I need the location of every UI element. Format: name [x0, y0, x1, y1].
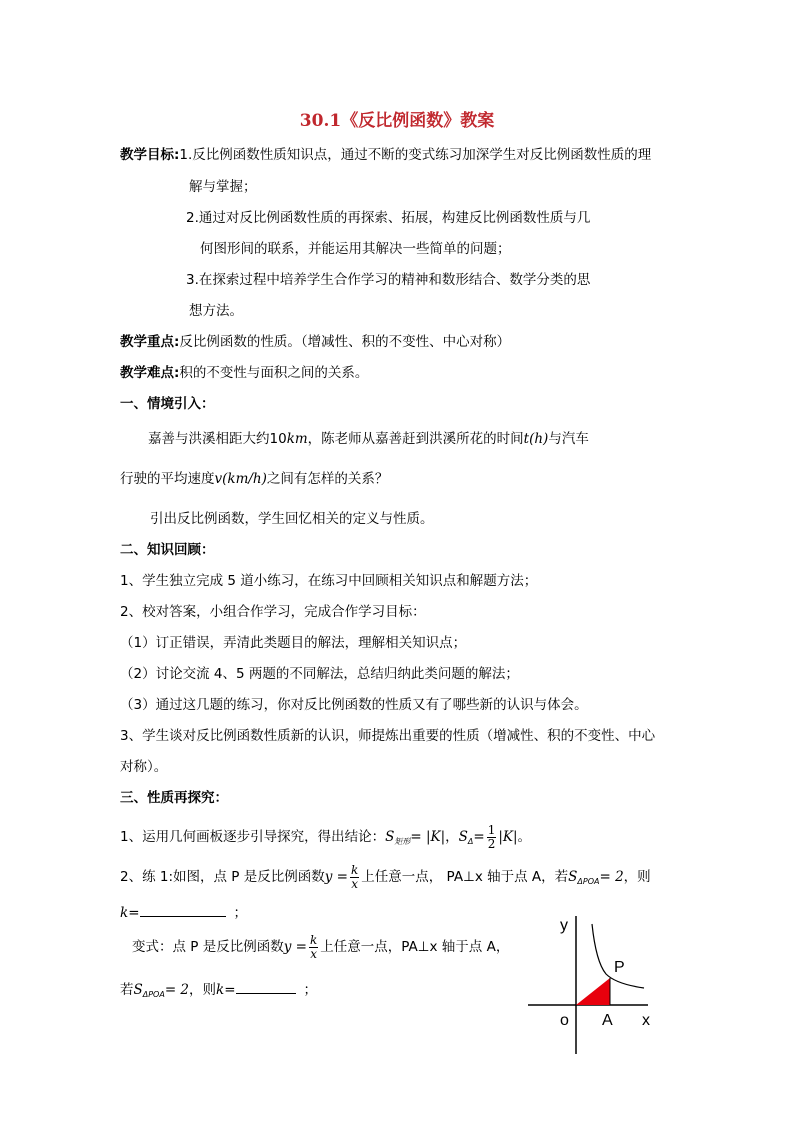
variant-function-lhs: y = [283, 939, 307, 955]
difficulty [120, 363, 368, 383]
sec1-para-2 [120, 469, 388, 489]
triangle-subscript: Δ [467, 837, 474, 846]
goals-line-1 [120, 145, 651, 165]
rect-area-formula: = |K| [410, 829, 446, 845]
area-value: = 2 [599, 869, 624, 885]
point-a-label: A [602, 1012, 613, 1029]
goal-1-text: 1.反比例函数性质知识点，通过不断的变式练习加深学生对反比例函数性质的理 [179, 147, 652, 163]
sec2-sub-2: （2）讨论交流 4、5 两题的不同解法，总结归纳此类问题的解法； [120, 666, 519, 682]
exercise-1 [120, 860, 651, 894]
variant-text-a: 变式：点 P 是反比例函数 [132, 939, 284, 955]
page-title: 30.1《反比例函数》教案 [299, 111, 495, 131]
poa-subscript: ΔPOA [577, 877, 600, 886]
sec1-p2-text-a: 行驶的平均速度 [120, 471, 215, 487]
variant-fraction [309, 934, 318, 961]
goals-label: 教学目标: [120, 147, 180, 163]
area-symbol-4: S [133, 982, 143, 998]
section-3-heading: 三、性质再探究： [120, 790, 228, 806]
variant-k-equals: = [224, 982, 236, 998]
sec3-p1-text: 1、运用几何画板逐步引导探究，得出结论： [120, 829, 386, 845]
k-equals: = [128, 905, 140, 921]
difficulty-label: 教学难点: [120, 365, 180, 381]
area-symbol-2: S [458, 829, 468, 845]
sentence-end: 。 [517, 829, 532, 845]
time-variable: t(h) [523, 431, 549, 447]
key-points [120, 332, 510, 352]
k-variable: k [120, 905, 129, 921]
speed-variable: v(km/h) [214, 471, 267, 487]
sec2-item-1: 1、学生独立完成 5 道小练习，在练习中回顾相关知识点和解题方法； [120, 573, 538, 589]
area-symbol-3: S [568, 869, 578, 885]
goal-3-cont: 想方法。 [189, 303, 243, 319]
rect-subscript: 矩形 [394, 837, 411, 846]
sec1-p1-text-b: ，陈老师从嘉善赶到洪溪所花的时间 [307, 431, 524, 447]
answer-end-2: ； [303, 982, 318, 998]
point-p-label: P [614, 959, 625, 976]
sec2-item-2: 2、校对答案，小组合作学习，完成合作学习目标： [120, 604, 426, 620]
y-axis-label: y [560, 917, 568, 934]
goal-3-text: 3.在探索过程中培养学生合作学习的精神和数形结合、数学分类的思 [186, 272, 591, 288]
area-symbol: S [385, 829, 395, 845]
variant-if: 若 [120, 982, 134, 998]
answer-end-1: ； [233, 905, 247, 921]
triangle-poa [576, 978, 610, 1005]
x-denominator: x [351, 876, 359, 891]
sec2-sub-3: （3）通过这几题的练习，你对反比例函数的性质又有了哪些新的认识与体会。 [120, 697, 588, 713]
section-1-heading: 一、情境引入： [120, 396, 215, 412]
variant-area-value: = 2 [164, 982, 190, 998]
hyperbola-curve [592, 924, 644, 988]
sec1-p2-text-b: 之间有怎样的关系？ [266, 471, 389, 487]
sec1-para-1 [148, 429, 589, 449]
fraction-denominator: 2 [487, 836, 496, 851]
variant-k-numerator: k [309, 932, 318, 947]
sec3-conclusion [120, 822, 531, 852]
variant-k-variable: k [216, 982, 225, 998]
x-axis-label: x [642, 1012, 650, 1029]
exercise-1-answer [120, 903, 247, 923]
k-numerator: k [350, 862, 359, 877]
difficulty-text: 积的不变性与面积之间的关系。 [179, 365, 369, 381]
sec1-p1-text-c: 与汽车 [548, 431, 589, 447]
answer-blank-2[interactable] [236, 981, 296, 994]
variant-answer [120, 980, 317, 1005]
k-over-x-fraction [350, 864, 359, 891]
sec1-para-3: 引出反比例函数，学生回忆相关的定义与性质。 [150, 511, 434, 527]
sec2-item-3: 3、学生谈对反比例函数性质新的认识，师提炼出重要的性质（增减性、积的不变性、中心 [120, 728, 656, 744]
origin-label: o [560, 1012, 569, 1029]
fraction-numerator: 1 [487, 822, 496, 837]
sec2-sub-1: （1）订正错误，弄清此类题目的解法，理解相关知识点； [120, 635, 467, 651]
variant-exercise [132, 930, 509, 964]
abs-k: |K| [498, 829, 518, 845]
distance-value: 10 [269, 431, 287, 447]
variant-poa-subscript: ΔPOA [142, 990, 165, 999]
goal-2-cont: 何图形间的联系，并能运用其解决一些简单的问题； [200, 241, 511, 257]
hyperbola-figure [520, 912, 670, 1062]
goal-2-text: 2.通过对反比例函数性质的再探索、拓展，构建反比例函数性质与几 [186, 210, 591, 226]
formula-separator: ， [445, 829, 459, 845]
distance-unit: km [286, 431, 308, 447]
half-fraction [487, 824, 497, 851]
exercise-1-text-a: 2、练 1:如图，点 P 是反比例函数 [120, 869, 325, 885]
key-label: 教学重点: [120, 334, 180, 350]
variant-text-b: 上任意一点，PA⊥x 轴于点 A， [320, 939, 510, 955]
sec2-item-3-cont: 对称）。 [120, 759, 168, 775]
sec1-p1-text-a: 嘉善与洪溪相距大约 [148, 431, 270, 447]
variant-then: ，则 [189, 982, 217, 998]
answer-blank-1[interactable] [140, 904, 226, 917]
variant-x-denominator: x [310, 946, 317, 961]
exercise-1-text-b: 上任意一点， PA⊥x 轴于点 A，若 [361, 869, 569, 885]
function-lhs: y = [324, 869, 348, 885]
triangle-equals: = [473, 829, 485, 845]
goal-1-cont: 解与掌握； [189, 179, 257, 195]
exercise-1-text-c: ，则 [623, 869, 651, 885]
section-2-heading: 二、知识回顾： [120, 542, 215, 558]
key-text: 反比例函数的性质。（增减性、积的不变性、中心对称） [179, 334, 511, 350]
